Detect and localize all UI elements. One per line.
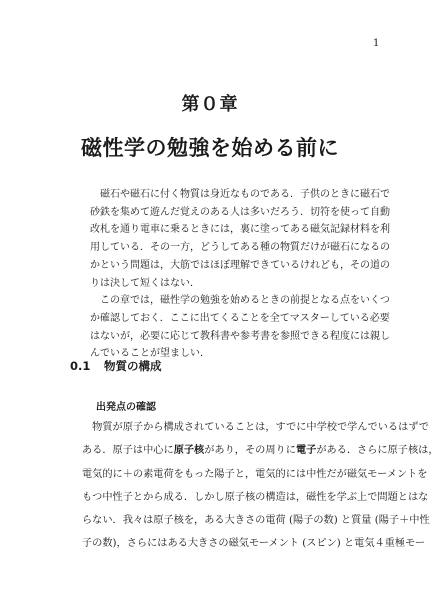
body-text-span: ある．原子は中心に	[82, 445, 174, 457]
body-line: 物質が原子から構成されていることは，すでに中学校で学んでいるはずで	[82, 422, 429, 433]
intro-line: んでいることが望ましい．	[90, 348, 210, 360]
body-line: 子の数)，さらにはある大きさの磁気モーメント (スピン) と電気４重極モー	[82, 538, 426, 550]
body-text-span: がある．さらに原子核は，	[316, 445, 439, 457]
intro-line: か確認しておく．ここに出てくることを全てマスターしている必要	[90, 312, 390, 324]
term-nucleus: 原子核	[173, 445, 205, 457]
section-title: 物質の構成	[104, 359, 162, 373]
section-heading	[70, 358, 162, 374]
body-text-span: があり，その周りに	[204, 445, 296, 457]
section-number: 0.1	[70, 359, 91, 373]
body-line: らない．我々は原子核を，ある大きさの電荷 (陽子の数) と質量 (陽子＋中性	[82, 515, 430, 527]
chapter-intro	[90, 186, 390, 363]
subsection-heading: 出発点の確認	[96, 402, 156, 413]
intro-line: 改札を通り電車に乗るときには，裏に塗ってある磁気記録材料を利	[90, 224, 390, 236]
chapter-title: 磁性学の勉強を始める前に	[81, 136, 339, 160]
chapter-label: 第０章	[181, 94, 239, 115]
intro-line: りは決して短くはない．	[90, 277, 200, 289]
intro-line: 磁石や磁石に付く物質は身近なものである．子供のときに磁石で	[90, 189, 390, 200]
body-line: 電気的に＋の素電荷をもった陽子と，電気的には中性だが磁気モーメントを	[82, 468, 428, 480]
body-line: もつ中性子とから成る．しかし原子核の構造は，磁性を学ぶ上で問題とはな	[82, 491, 429, 503]
body-line	[82, 439, 439, 462]
intro-line: はないが，必要に応じて教科書や参考書を参照できる程度には親し	[90, 330, 390, 342]
intro-line: かという問題は，大筋ではほぼ理解できているけれども，その道の	[90, 259, 390, 271]
intro-line: 砂鉄を集めて遊んだ覚えのある人は多いだろう．切符を使って自動	[90, 206, 390, 218]
intro-line: この章では，磁性学の勉強を始めるときの前提となる点をいくつ	[90, 295, 390, 307]
body-text	[82, 416, 439, 556]
intro-line: 用している．その一方，どうしてある種の物質だけが磁石になるの	[90, 242, 390, 254]
term-electron: 電子	[295, 445, 317, 457]
page-number: 1	[373, 38, 380, 49]
